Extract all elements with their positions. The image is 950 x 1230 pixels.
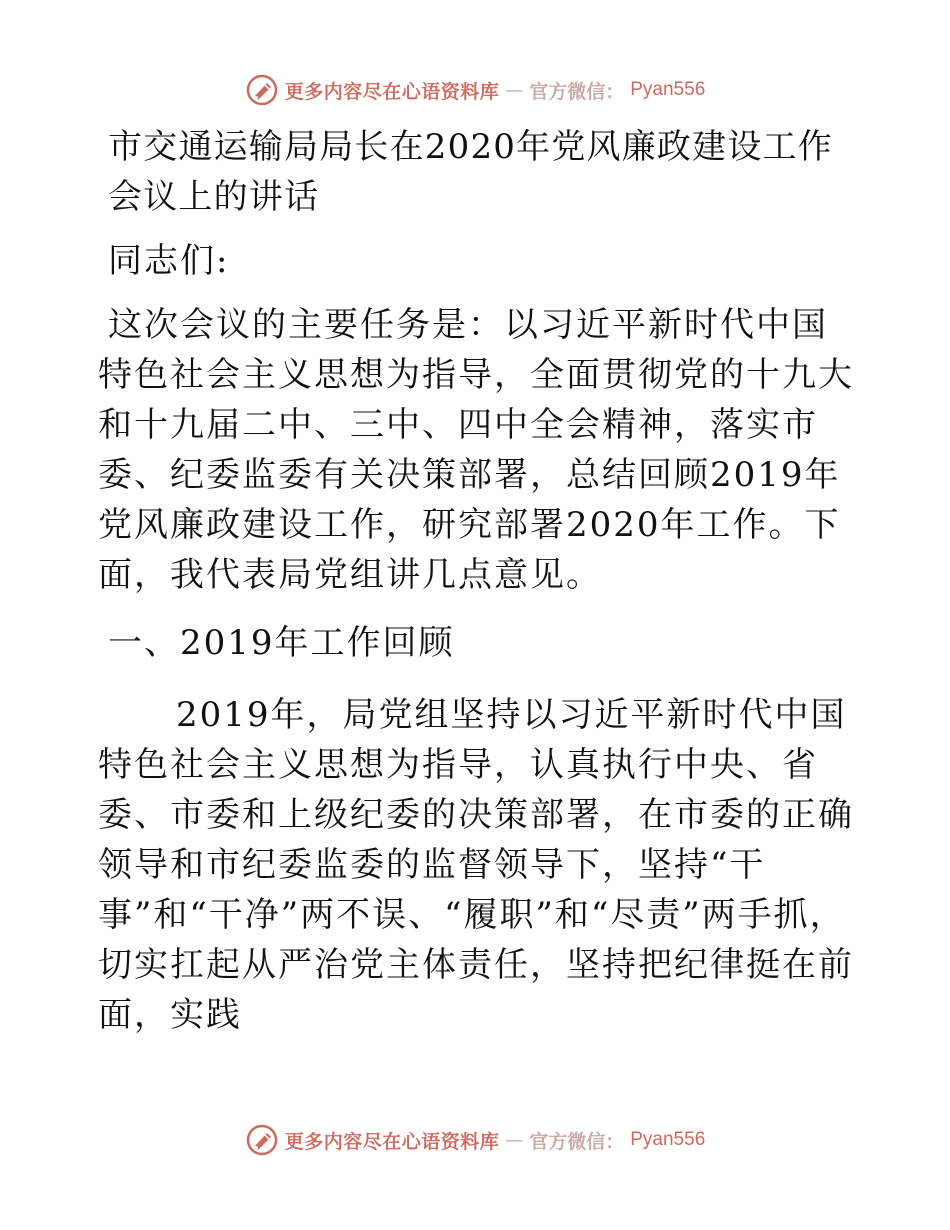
section-heading-1: 一、2019年工作回顾 [108,623,455,663]
watermark-text: 更多内容尽在心语资料库 [284,1130,500,1153]
paragraph-intro: 这次会议的主要任务是：以习近平新时代中国特色社会主义思想为指导，全面贯彻党的十九大和十九届二中、三中、四中全会精神，落实市委、纪委监委有关决策部署，总结回顾2019年党风廉政建设工作，研究部署2020年工作。下面，我代表局党组讲几点意见。 [98,305,854,595]
watermark-wechat-id: Pyan556 [630,1129,706,1150]
pen-seal-icon [245,1123,279,1157]
watermark-header [0,70,950,110]
document-title: 市交通运输局局长在2020年党风廉政建设工作会议上的讲话 [108,127,833,217]
watermark-footer [0,1120,950,1160]
document-body [98,122,858,1054]
watermark-dash: — [505,1129,524,1151]
watermark-wechat-id: Pyan556 [630,79,706,100]
paragraph-review: 2019年，局党组坚持以习近平新时代中国特色社会主义思想为指导，认真执行中央、省委、市委和上级纪委的决策部署，在市委的正确领导和市纪委监委的监督领导下，坚持“干事”和“干净”两不误、“履职”和“尽责”两手抓，切实扛起从严治党主体责任，坚持把纪律挺在前面，实践 [98,695,854,1035]
watermark-text: 更多内容尽在心语资料库 [284,80,500,103]
watermark-dash: — [505,79,524,101]
watermark-wechat-label: 官方微信： [529,1130,625,1153]
pen-seal-icon [245,73,279,107]
greeting: 同志们: [108,241,230,281]
watermark-wechat-label: 官方微信： [529,80,625,103]
